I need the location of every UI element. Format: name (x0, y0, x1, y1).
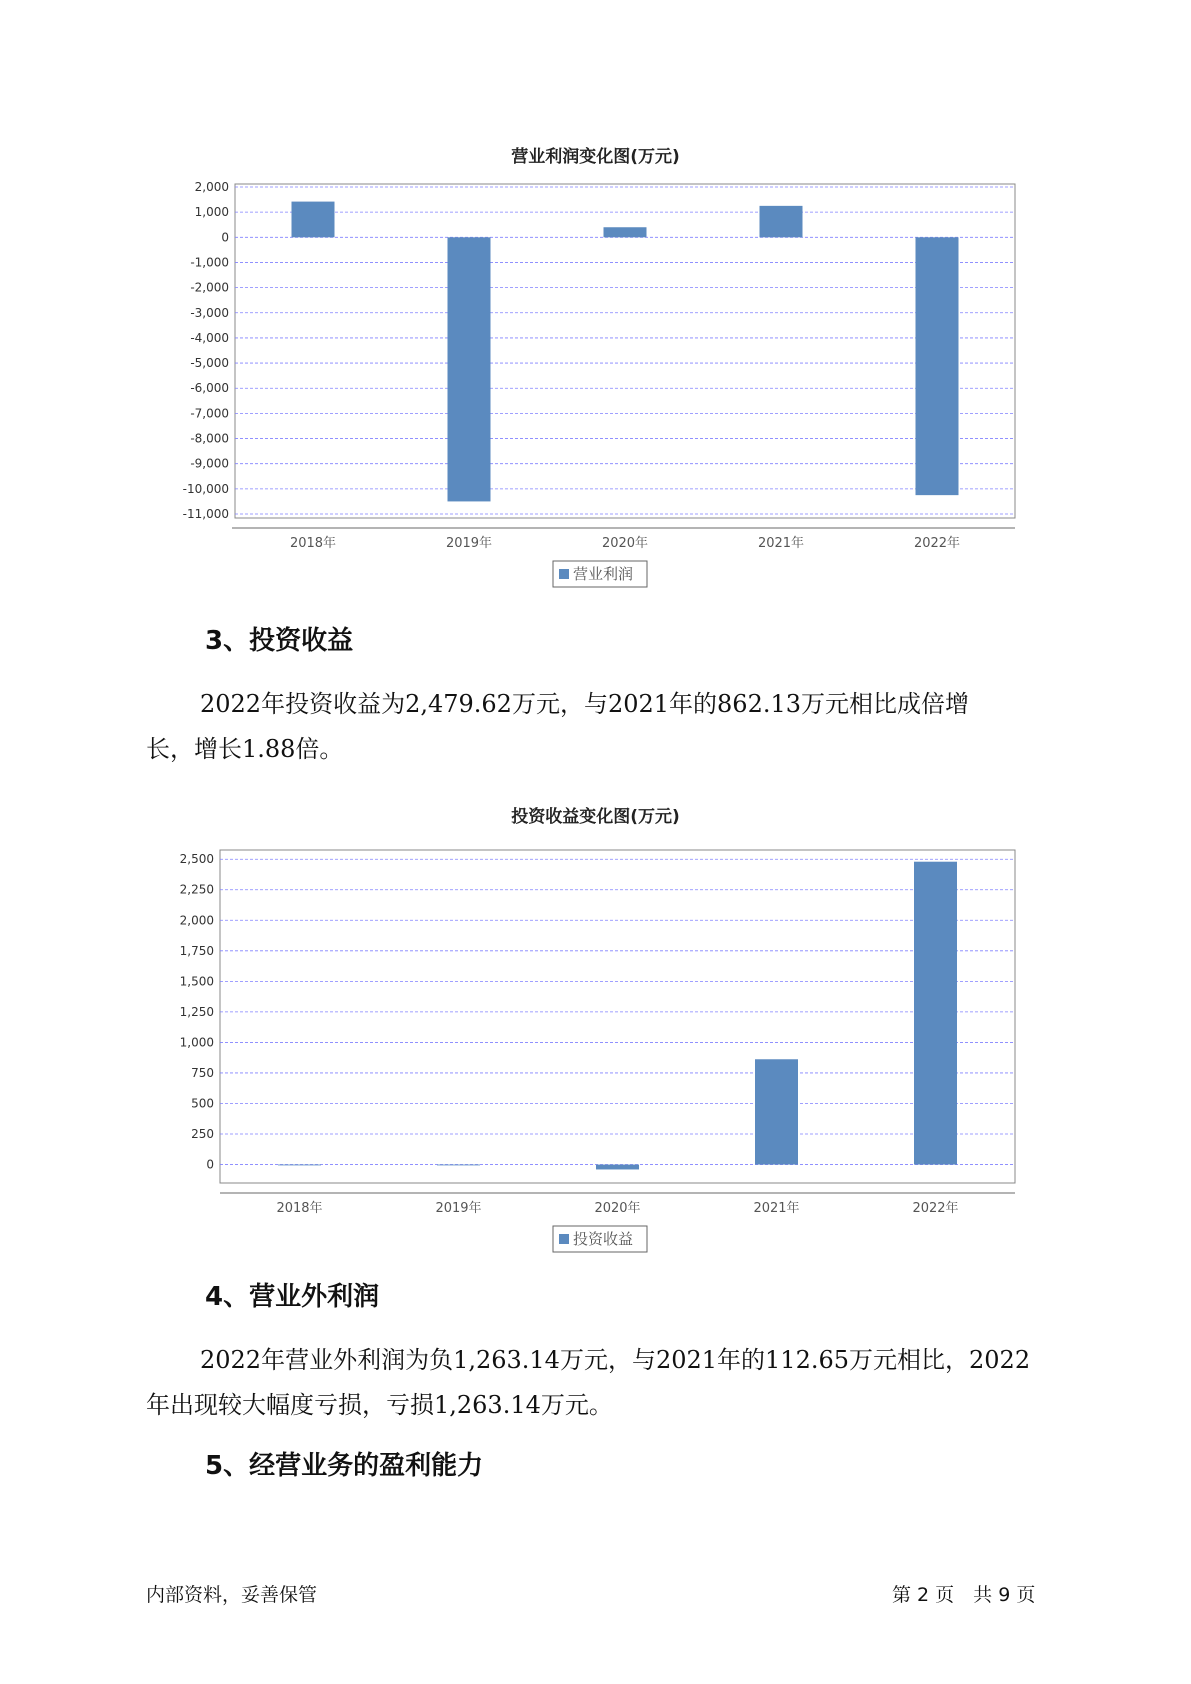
x-tick-label: 2022年 (912, 1201, 959, 1216)
y-tick-label: -3,000 (190, 305, 229, 320)
y-tick-label: -2,000 (190, 280, 229, 295)
footer-right: 第 2 页 共 9 页 (892, 1584, 1036, 1606)
y-tick-label: -11,000 (182, 507, 229, 521)
y-tick-label: -8,000 (190, 431, 229, 446)
section-4-heading: 4、营业外利润 (205, 1282, 380, 1312)
bar (755, 1059, 798, 1164)
x-tick-label: 2022年 (913, 536, 961, 551)
y-tick-label: 2,250 (179, 882, 214, 897)
bar (278, 1165, 321, 1166)
x-tick-label: 2019年 (435, 1201, 482, 1216)
y-tick-label: 1,250 (179, 1004, 214, 1019)
section-4-paragraph (146, 1338, 1086, 1428)
y-tick-label: -10,000 (182, 481, 229, 496)
legend-swatch (559, 1234, 569, 1244)
p4-line1: 2022年营业外利润为负1,263.14万元，与2021年的112.65万元相比，2022 (200, 1346, 1031, 1374)
x-tick-label: 2020年 (594, 1201, 641, 1216)
legend-label: 投资收益 (573, 1230, 634, 1248)
y-tick-label: 0 (206, 1157, 214, 1172)
bar (596, 1165, 639, 1170)
chart1-title: 营业利润变化图(万元) (511, 147, 680, 167)
p3-line1: 2022年投资收益为2,479.62万元，与2021年的862.13万元相比成倍增 (200, 690, 970, 718)
y-tick-label: -9,000 (190, 456, 229, 471)
y-tick-label: -6,000 (190, 381, 229, 396)
p4-line2: 年出现较大幅度亏损，亏损1,263.14万元。 (146, 1391, 613, 1419)
y-tick-label: 2,500 (179, 852, 214, 867)
section-3-heading: 3、投资收益 (205, 626, 354, 656)
x-tick-label: 2021年 (753, 1201, 800, 1216)
y-tick-label: -1,000 (190, 255, 229, 270)
y-tick-label: 1,500 (179, 974, 214, 989)
chart2-title: 投资收益变化图(万元) (511, 807, 680, 827)
y-tick-label: -4,000 (190, 330, 229, 345)
y-tick-label: 2,000 (179, 913, 214, 928)
y-tick-label: 1,750 (179, 943, 214, 958)
y-tick-label: 750 (191, 1065, 214, 1080)
y-tick-label: 0 (221, 230, 229, 245)
legend-label: 营业利润 (573, 565, 634, 583)
x-tick-label: 2021年 (757, 536, 805, 551)
y-tick-label: 500 (191, 1096, 214, 1111)
x-tick-label: 2019年 (445, 536, 493, 551)
footer-left: 内部资料，妥善保管 (146, 1584, 318, 1606)
x-tick-label: 2018年 (276, 1201, 323, 1216)
section-5-heading: 5、经营业务的盈利能力 (205, 1451, 484, 1481)
y-tick-label: 1,000 (179, 1035, 214, 1050)
bar (437, 1165, 480, 1166)
x-tick-label: 2020年 (601, 536, 649, 551)
plot-frame (220, 850, 1015, 1183)
p3-line2: 长，增长1.88倍。 (146, 735, 344, 763)
bar (914, 862, 957, 1165)
y-tick-label: 250 (191, 1127, 214, 1142)
y-tick-label: -5,000 (190, 356, 229, 371)
x-tick-label: 2018年 (289, 536, 337, 551)
y-tick-label: 1,000 (194, 205, 229, 220)
y-tick-label: -7,000 (190, 406, 229, 421)
y-tick-label: 2,000 (194, 180, 229, 194)
